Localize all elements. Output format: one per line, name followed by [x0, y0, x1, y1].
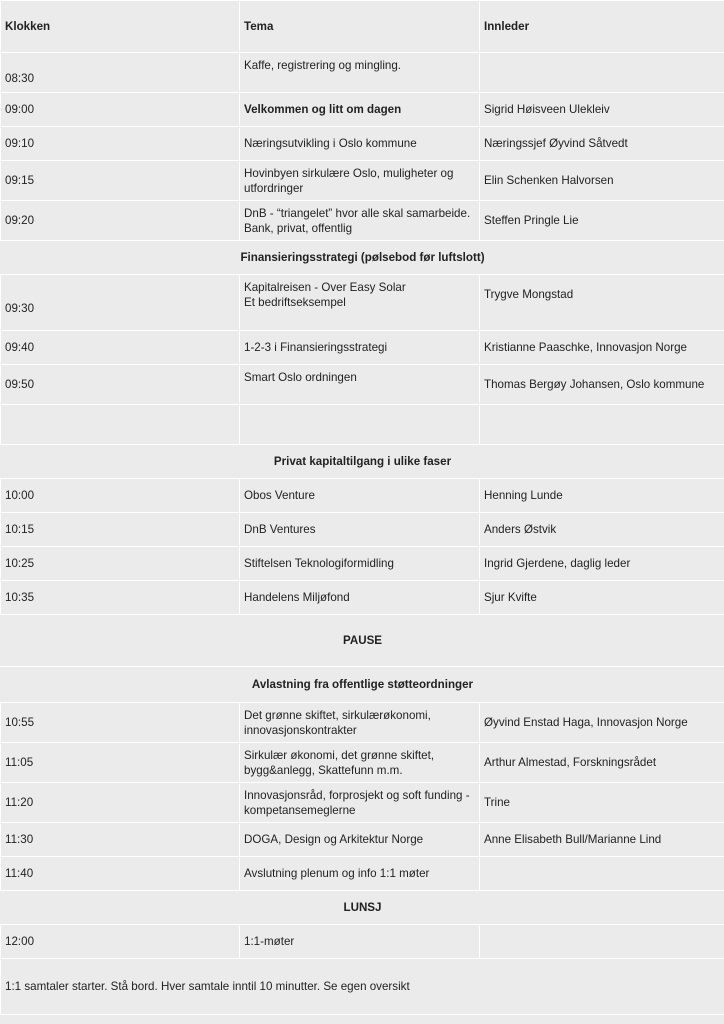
lunch-row [1, 891, 724, 925]
empty-cell [240, 405, 480, 445]
topic-cell: 1:1-møter [240, 925, 480, 959]
table-row [1, 331, 724, 365]
topic-cell: Obos Venture [240, 479, 480, 513]
section-row [1, 667, 724, 703]
table-row [1, 127, 724, 161]
time-cell: 09:10 [1, 127, 240, 161]
topic-cell: Kapitalreisen - Over Easy Solar Et bedriftseksempel [240, 275, 480, 331]
speaker-cell [480, 925, 724, 959]
time-cell: 11:20 [1, 783, 240, 823]
speaker-cell: Sjur Kvifte [480, 581, 724, 615]
speaker-cell: Steffen Pringle Lie [480, 201, 724, 241]
table-row [1, 513, 724, 547]
speaker-cell: Næringssjef Øyvind Såtvedt [480, 127, 724, 161]
topic-cell: Kaffe, registrering og mingling. [240, 53, 480, 93]
time-cell: 11:05 [1, 743, 240, 783]
lunch-label: LUNSJ [1, 891, 724, 925]
pause-row [1, 615, 724, 667]
speaker-cell: Arthur Almestad, Forskningsrådet [480, 743, 724, 783]
table-row [1, 275, 724, 331]
time-cell: 11:40 [1, 857, 240, 891]
topic-cell: Innovasjonsråd, forprosjekt og soft funding - kompetansemeglerne [240, 783, 480, 823]
speaker-cell: Anne Elisabeth Bull/Marianne Lind [480, 823, 724, 857]
topic-cell: Næringsutvikling i Oslo kommune [240, 127, 480, 161]
speaker-cell: Elin Schenken Halvorsen [480, 161, 724, 201]
topic-cell: Smart Oslo ordningen [240, 365, 480, 405]
topic-cell: Stiftelsen Teknologiformidling [240, 547, 480, 581]
note-row [1, 959, 724, 1015]
time-cell: 09:15 [1, 161, 240, 201]
speaker-cell: Trygve Mongstad [480, 275, 724, 331]
table-row [1, 161, 724, 201]
header-speaker: Innleder [480, 1, 724, 53]
table-row [1, 201, 724, 241]
topic-cell: Avslutning plenum og info 1:1 møter [240, 857, 480, 891]
header-topic: Tema [240, 1, 480, 53]
speaker-cell: Ingrid Gjerdene, daglig leder [480, 547, 724, 581]
section-row [1, 445, 724, 479]
table-row [1, 857, 724, 891]
table-row [1, 479, 724, 513]
time-cell: 10:00 [1, 479, 240, 513]
speaker-cell: Thomas Bergøy Johansen, Oslo kommune [480, 365, 724, 405]
table-row [1, 93, 724, 127]
table-row [1, 743, 724, 783]
topic-cell: Handelens Miljøfond [240, 581, 480, 615]
speaker-cell: Kristianne Paaschke, Innovasjon Norge [480, 331, 724, 365]
time-cell: 09:20 [1, 201, 240, 241]
topic-cell: 1-2-3 i Finansieringsstrategi [240, 331, 480, 365]
topic-cell: Sirkulær økonomi, det grønne skiftet, bygg&anlegg, Skattefunn m.m. [240, 743, 480, 783]
speaker-cell [480, 53, 724, 93]
topic-cell: DnB - “triangelet” hvor alle skal samarbeide. Bank, privat, offentlig [240, 201, 480, 241]
speaker-cell [480, 857, 724, 891]
topic-cell: Hovinbyen sirkulære Oslo, muligheter og utfordringer [240, 161, 480, 201]
pause-label: PAUSE [1, 615, 724, 667]
time-cell: 08:30 [1, 53, 240, 93]
table-row [1, 581, 724, 615]
speaker-cell: Henning Lunde [480, 479, 724, 513]
topic-cell: DOGA, Design og Arkitektur Norge [240, 823, 480, 857]
empty-row [1, 405, 724, 445]
section-heading: Avlastning fra offentlige støtteordninger [1, 667, 724, 703]
table-row [1, 53, 724, 93]
topic-cell: Det grønne skiftet, sirkulærøkonomi, innovasjonskontrakter [240, 703, 480, 743]
time-cell: 10:25 [1, 547, 240, 581]
topic-cell: Velkommen og litt om dagen [240, 93, 480, 127]
speaker-cell: Trine [480, 783, 724, 823]
time-cell: 12:00 [1, 925, 240, 959]
empty-cell [480, 405, 724, 445]
table-row [1, 703, 724, 743]
table-row [1, 547, 724, 581]
table-row [1, 823, 724, 857]
time-cell: 10:35 [1, 581, 240, 615]
speaker-cell: Anders Østvik [480, 513, 724, 547]
time-cell: 11:30 [1, 823, 240, 857]
time-cell: 09:00 [1, 93, 240, 127]
time-cell: 09:40 [1, 331, 240, 365]
header-row [1, 1, 724, 53]
time-cell: 10:15 [1, 513, 240, 547]
section-row [1, 241, 724, 275]
section-heading: Finansieringsstrategi (pølsebod før luftslott) [1, 241, 724, 275]
table-row [1, 783, 724, 823]
time-cell: 09:30 [1, 275, 240, 331]
time-cell: 10:55 [1, 703, 240, 743]
header-time: Klokken [1, 1, 240, 53]
section-heading: Privat kapitaltilgang i ulike faser [1, 445, 724, 479]
note-text: 1:1 samtaler starter. Stå bord. Hver samtale inntil 10 minutter. Se egen oversikt [1, 959, 724, 1015]
speaker-cell: Øyvind Enstad Haga, Innovasjon Norge [480, 703, 724, 743]
table-row [1, 925, 724, 959]
topic-cell: DnB Ventures [240, 513, 480, 547]
table-row [1, 365, 724, 405]
time-cell: 09:50 [1, 365, 240, 405]
speaker-cell: Sigrid Høisveen Ulekleiv [480, 93, 724, 127]
empty-cell [1, 405, 240, 445]
